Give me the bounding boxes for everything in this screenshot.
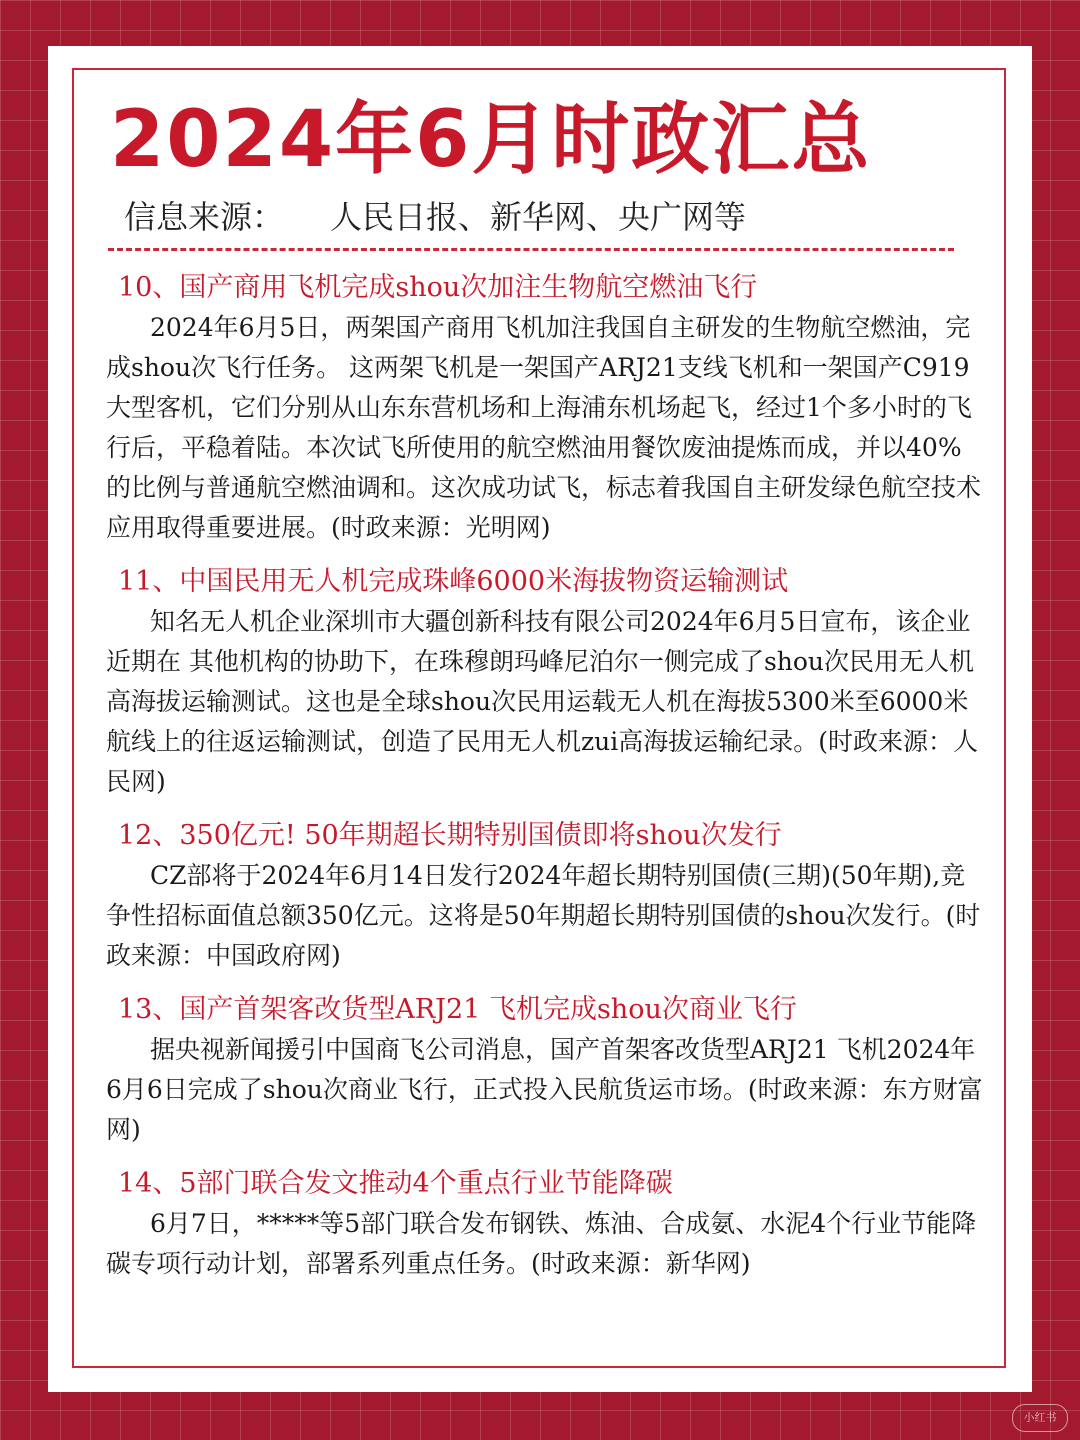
news-item	[106, 816, 984, 976]
news-title: 10、国产商用飞机完成shou次加注生物航空燃油飞行	[118, 272, 758, 303]
news-body: 据央视新闻援引中国商飞公司消息，国产首架客改货型ARJ21 飞机2024年6月6日完成了shou次商业飞行，正式投入民航货运市场。(时政来源：东方财富网)	[106, 1035, 983, 1144]
watermark-logo: 小红书	[1012, 1404, 1068, 1432]
news-body: CZ部将于2024年6月14日发行2024年超长期特别国债(三期)(50年期),竞 争性招标面值总额350亿元。这将是50年期超长期特别国债的shou次发行。(时政来源：中国政府网)	[106, 861, 981, 970]
news-title: 11、中国民用无人机完成珠峰6000米海拔物资运输测试	[118, 566, 789, 597]
dashed-divider	[108, 248, 954, 251]
news-item	[106, 268, 984, 548]
news-item	[106, 990, 984, 1150]
news-body: 6月7日，*****等5部门联合发布钢铁、炼油、合成氨、水泥4个行业节能降碳专项行动计划，部署系列重点任务。(时政来源：新华网)	[106, 1209, 977, 1278]
news-list	[106, 268, 984, 1298]
news-item	[106, 562, 984, 802]
source-value: 人民日报、新华网、央广网等	[330, 198, 747, 236]
source-label: 信息来源：	[124, 198, 285, 236]
news-body: 知名无人机企业深圳市大疆创新科技有限公司2024年6月5日宣布，该企业近期在 其他机构的协助下，在珠穆朗玛峰尼泊尔一侧完成了shou次民用无人机高海拔运输测试。这也是全球shou次民用运载无人机在海拔5300米至6000米航线上的往返运输测试，创造了民用无人机zui高海拔运输纪录。(时政来源：人民网)	[106, 607, 979, 796]
page-title: 2024年6月时政汇总	[110, 95, 872, 185]
source-line	[124, 198, 746, 236]
news-title: 12、350亿元! 50年期超长期特别国债即将shou次发行	[118, 820, 782, 851]
news-title: 14、5部门联合发文推动4个重点行业节能降碳	[118, 1168, 673, 1199]
news-title: 13、国产首架客改货型ARJ21 飞机完成shou次商业飞行	[118, 994, 797, 1025]
news-item	[106, 1164, 984, 1284]
content-card	[48, 46, 1032, 1392]
news-body: 2024年6月5日，两架国产商用飞机加注我国自主研发的生物航空燃油，完成shou次飞行任务。 这两架飞机是一架国产ARJ21支线飞机和一架国产C919大型客机，它们分别从山东东营机场和上海浦东机场起飞，经过1个多小时的飞行后，平稳着陆。本次试飞所使用的航空燃油用餐饮废油提炼而成，并以40%的比例与普通航空燃油调和。这次成功试飞，标志着我国自主研发绿色航空技术应用取得重要进展。(时政来源：光明网)	[106, 313, 982, 542]
